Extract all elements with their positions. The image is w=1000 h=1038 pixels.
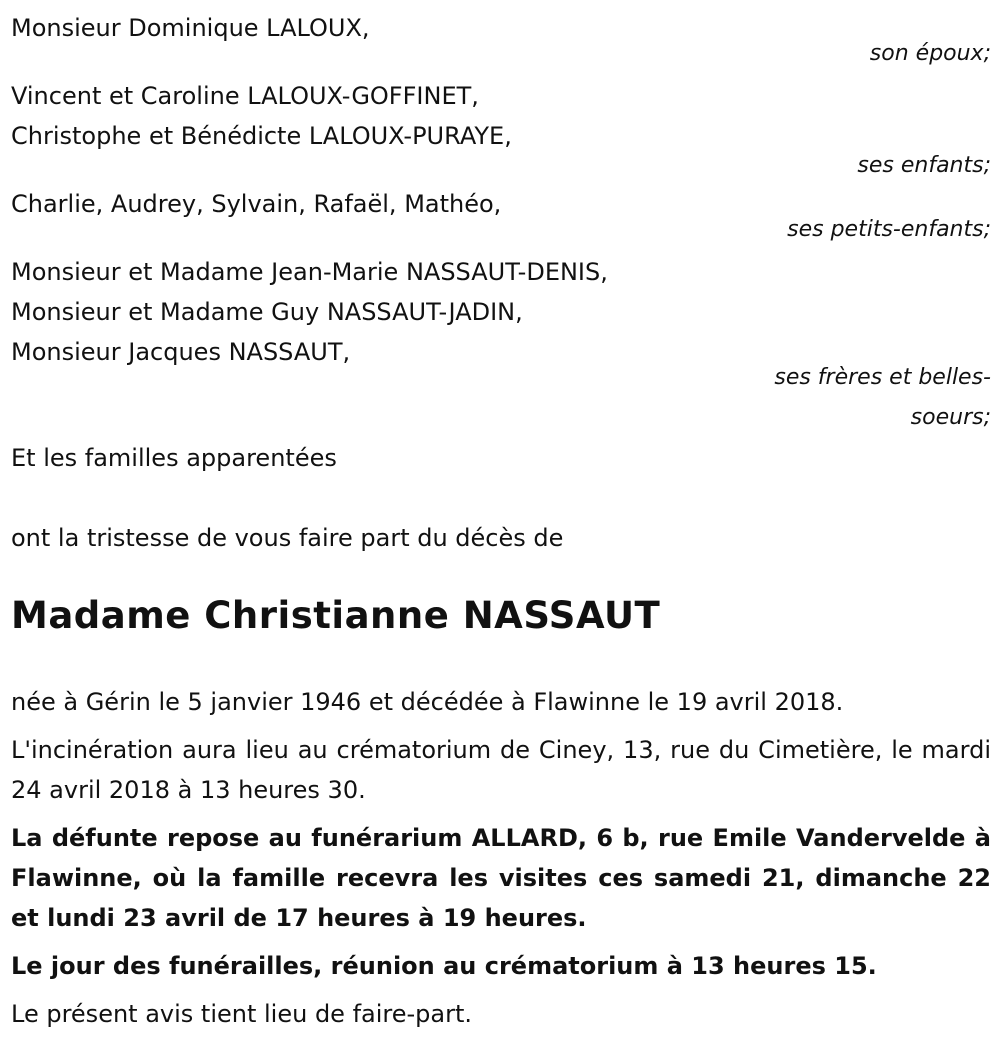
cremation-info: L'incinération aura lieu au crématorium de Ciney, 13, rue du Cimetière, le mardi 24 avril 2018 à 13 heures 30.	[11, 736, 991, 804]
child-name-1: Vincent et Caroline LALOUX-GOFFINET,	[11, 82, 479, 110]
children-role: ses enfants;	[857, 153, 991, 178]
spouse-role: son époux;	[869, 41, 991, 66]
grandchildren-role: ses petits-enfants;	[787, 217, 991, 242]
announcement-text: ont la tristesse de vous faire part du décès de	[11, 524, 564, 552]
other-relatives: Et les familles apparentées	[11, 444, 337, 472]
sibling-name-2: Monsieur et Madame Guy NASSAUT-JADIN,	[11, 298, 523, 326]
grandchildren-names: Charlie, Audrey, Sylvain, Rafaël, Mathéo,	[11, 190, 502, 218]
obituary-notice	[11, 8, 991, 1034]
sibling-name-3: Monsieur Jacques NASSAUT,	[11, 338, 351, 366]
spouse-name: Monsieur Dominique LALOUX,	[11, 14, 370, 42]
sibling-name-1: Monsieur et Madame Jean-Marie NASSAUT-DENIS,	[11, 258, 608, 286]
visitation-info: La défunte repose au funérarium ALLARD, 6 b, rue Emile Vandervelde à Flawinne, où la famille recevra les visites ces samedi 21, dimanche 22 et lundi 23 avril de 17 heures à 19 heures.	[11, 824, 991, 932]
deceased-name: Madame Christianne NASSAUT	[11, 594, 661, 637]
siblings-role-line2: soeurs;	[910, 405, 991, 430]
child-name-2: Christophe et Bénédicte LALOUX-PURAYE,	[11, 122, 512, 150]
siblings-role-line1: ses frères et belles-	[774, 365, 991, 390]
birth-death-info: née à Gérin le 5 janvier 1946 et décédée à Flawinne le 19 avril 2018.	[11, 688, 844, 716]
funeral-day-info: Le jour des funérailles, réunion au crématorium à 13 heures 15.	[11, 952, 877, 980]
closing-note: Le présent avis tient lieu de faire-part.	[11, 1000, 473, 1028]
